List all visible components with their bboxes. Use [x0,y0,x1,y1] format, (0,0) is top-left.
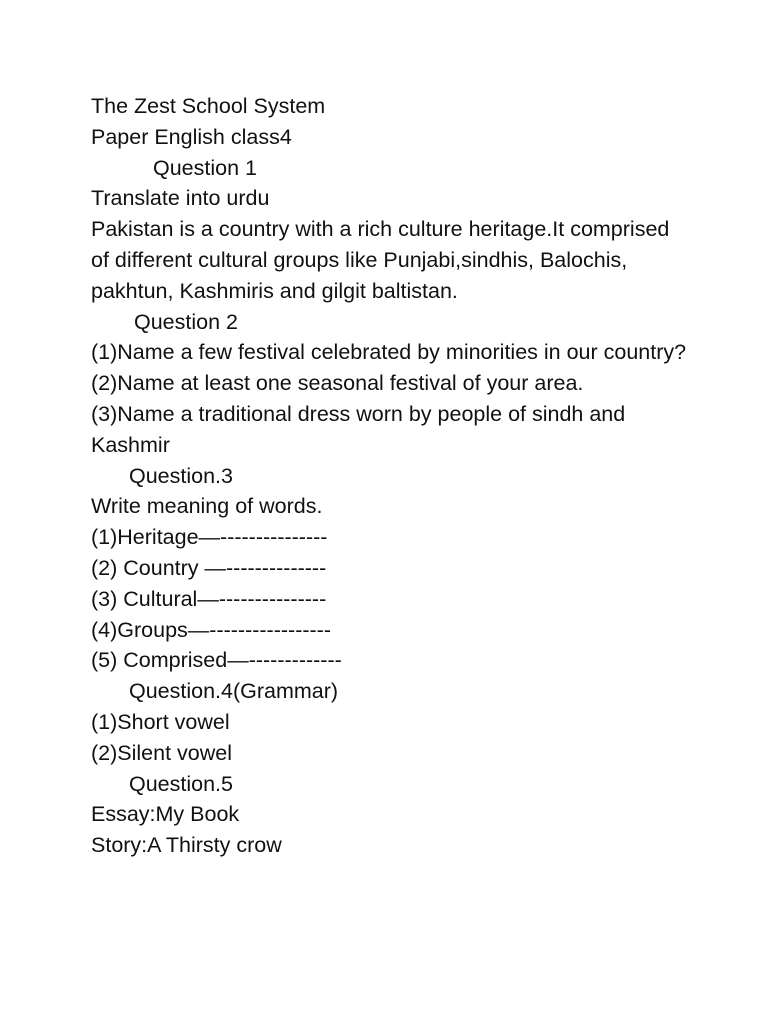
question-4-heading: Question.4(Grammar) [129,679,339,704]
question-2-item-2: (2)Name at least one seasonal festival of your area. [91,371,584,396]
question-3-instruction: Write meaning of words. [91,494,323,519]
question-3-heading: Question.3 [129,463,233,488]
question-5-heading: Question.5 [129,771,233,796]
question-3-item-3: (3) Cultural—--------------- [91,586,327,611]
question-4-item-2: (2)Silent vowel [91,740,232,765]
question-5-item-1: Essay:My Book [91,802,240,827]
question-3-item-2: (2) Country —-------------- [91,555,327,580]
document-body [91,91,691,861]
question-3-item-4: (4)Groups—----------------- [91,617,331,642]
question-4-item-1: (1)Short vowel [91,709,230,734]
school-name: The Zest School System [91,94,326,118]
question-1-instruction: Translate into urdu [91,186,270,211]
question-1-passage: Pakistan is a country with a rich culture heritage.It comprised of different cultural groups like Punjabi,sindhis, Balochis, pakhtun, Kashmiris and gilgit baltistan. [91,217,670,303]
question-3-item-5: (5) Comprised—------------- [91,648,342,673]
question-3-item-1: (1)Heritage—--------------- [91,525,328,550]
question-2-item-1: (1)Name a few festival celebrated by minorities in our country? [91,340,687,365]
question-2-item-3: (3)Name a traditional dress worn by people of sindh and Kashmir [91,401,626,457]
question-2-heading: Question 2 [134,309,238,334]
question-5-item-2: Story:A Thirsty crow [91,833,282,858]
question-1-heading: Question 1 [153,155,257,180]
paper-title: Paper English class4 [91,124,292,149]
